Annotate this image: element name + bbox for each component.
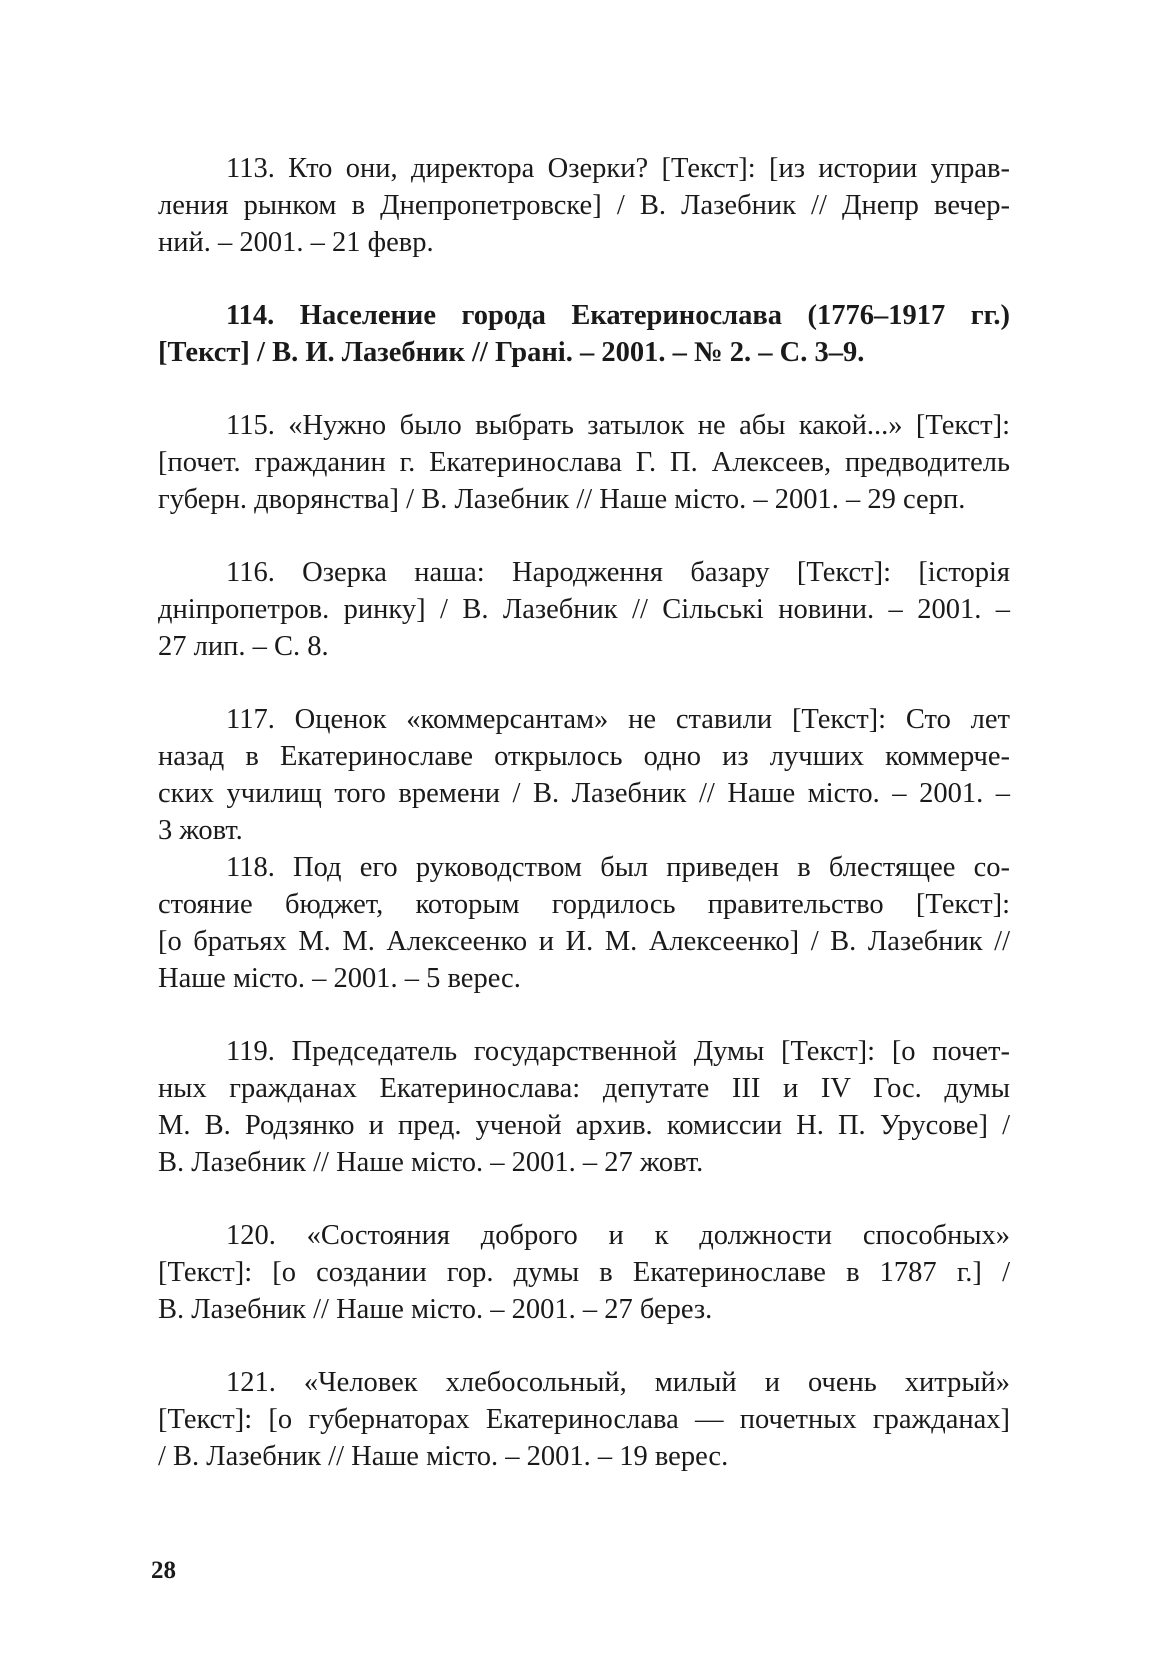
entry-line: ных гражданах Екатеринослава: депутате III и IV Гос. думы: [158, 1073, 1010, 1104]
entry-gap: [158, 1328, 1010, 1364]
entry-line: 117. Оценок «коммерсантам» не ставили [Текст]: Сто лет: [226, 704, 1010, 735]
entry-line: В. Лазебник // Наше місто. – 2001. – 27 берез.: [158, 1294, 713, 1325]
entry-line: 115. «Нужно было выбрать затылок не абы какой...» [Текст]:: [226, 410, 1010, 441]
entry-line: М. В. Родзянко и пред. ученой архив. комиссии Н. П. Урусове] /: [158, 1110, 1010, 1141]
entry-line: [Текст]: [о создании гор. думы в Екатеринославе в 1787 г.] /: [158, 1257, 1010, 1288]
bibliography-entry-121: [158, 1364, 1010, 1475]
bibliography-entry-117: [158, 701, 1010, 849]
entry-line: [о братьях М. М. Алексеенко и И. М. Алексеенко] / В. Лазебник //: [158, 926, 1010, 957]
entry-line: ления рынком в Днепропетровске] / В. Лазебник // Днепр вечер-: [158, 190, 1010, 221]
document-body: [158, 150, 1010, 1475]
entry-line: [почет. гражданин г. Екатеринослава Г. П. Алексеев, предводитель: [158, 447, 1010, 478]
entry-gap: [158, 1181, 1010, 1217]
entry-line: ских училищ того времени / В. Лазебник // Наше місто. – 2001. –: [158, 778, 1010, 809]
entry-line: ний. – 2001. – 21 февр.: [158, 227, 434, 258]
entry-line: дніпропетров. ринку] / В. Лазебник // Сільські новини. – 2001. –: [158, 594, 1010, 625]
entry-line: 118. Под его руководством был приведен в блестящее со-: [226, 852, 1010, 883]
entry-line: / В. Лазебник // Наше місто. – 2001. – 19 верес.: [158, 1441, 729, 1472]
entry-gap: [158, 997, 1010, 1033]
entry-line: 116. Озерка наша: Народження базару [Текст]: [історія: [226, 557, 1010, 588]
entry-line: В. Лазебник // Наше місто. – 2001. – 27 жовт.: [158, 1147, 704, 1178]
bibliography-entry-113: [158, 150, 1010, 261]
entry-line: 3 жовт.: [158, 815, 243, 846]
entry-line: 120. «Состояния доброго и к должности способных»: [226, 1220, 1010, 1251]
entry-line: [Текст] / В. И. Лазебник // Грані. – 2001. – № 2. – С. 3–9.: [158, 337, 865, 368]
entry-line: [Текст]: [о губернаторах Екатеринослава — почетных гражданах]: [158, 1404, 1010, 1435]
bibliography-entry-116: [158, 554, 1010, 665]
entry-line: 27 лип. – С. 8.: [158, 631, 329, 662]
entry-gap: [158, 518, 1010, 554]
entry-line: 119. Председатель государственной Думы [Текст]: [о почет-: [226, 1036, 1010, 1067]
page-number: 28: [151, 1557, 176, 1584]
entry-line: 114. Население города Екатеринослава (1776–1917 гг.): [226, 300, 1010, 331]
bibliography-entry-119: [158, 1033, 1010, 1181]
entry-line: назад в Екатеринославе открылось одно из лучших коммерче-: [158, 741, 1010, 772]
entry-line: стояние бюджет, которым гордилось правительство [Текст]:: [158, 889, 1010, 920]
bibliography-entry-114: [158, 297, 1010, 371]
bibliography-entry-120: [158, 1217, 1010, 1328]
entry-line: губерн. дворянства] / В. Лазебник // Наше місто. – 2001. – 29 серп.: [158, 484, 966, 515]
entry-line: Наше місто. – 2001. – 5 верес.: [158, 963, 521, 994]
bibliography-entry-115: [158, 407, 1010, 518]
entry-gap: [158, 665, 1010, 701]
bibliography-entry-118: [158, 849, 1010, 997]
entry-gap: [158, 371, 1010, 407]
entry-line: 113. Кто они, директора Озерки? [Текст]: [из истории управ-: [226, 153, 1010, 184]
entry-line: 121. «Человек хлебосольный, милый и очень хитрый»: [226, 1367, 1010, 1398]
entry-gap: [158, 261, 1010, 297]
